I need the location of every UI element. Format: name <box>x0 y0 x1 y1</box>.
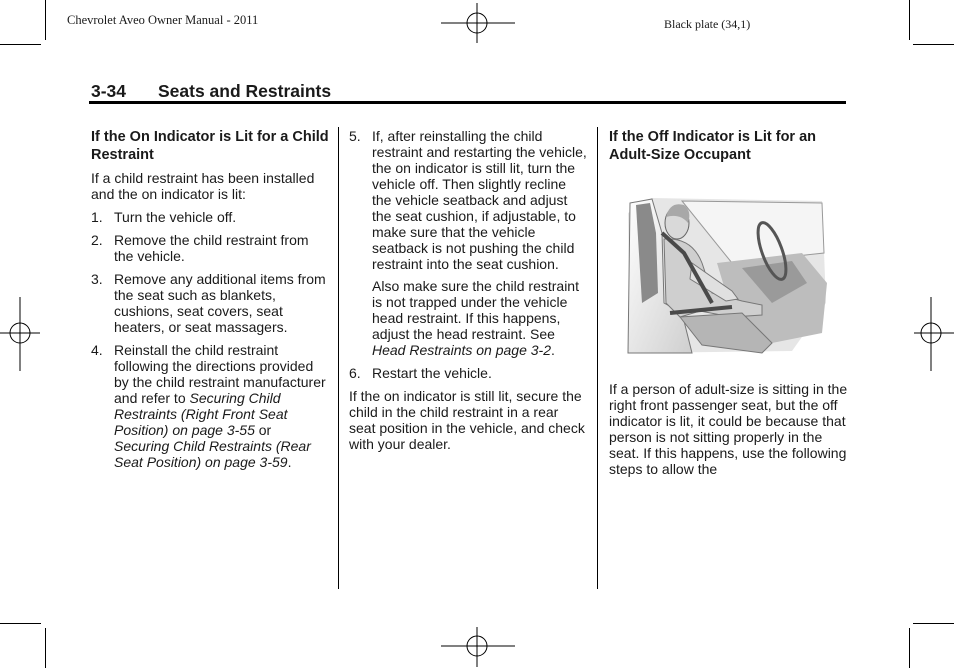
registration-mark-icon <box>441 3 515 43</box>
closing-text: If the on indicator is still lit, secure the child in the child restraint in a rear seat position in the vehicle, and check with your dealer. <box>349 388 585 452</box>
steps-list <box>349 128 587 381</box>
header-rule <box>89 101 846 104</box>
list-item: 5. If, after reinstalling the child restraint and restarting the vehicle, the on indicator is still lit, turn the vehicle off. Then slightly recline the vehicle seatback and adjust the seat cushion, if adjustable, to make sure that the vehicle seatback is not pushing the child restraint into the seat cushion. Also make sure the child restraint is not trapped under the vehicle head restraint. If this happens, adjust the head restraint. See Head Restraints on page 3-2. <box>349 128 587 358</box>
cross-reference-link[interactable]: Securing Child Restraints (Rear Seat Position) on page 3-59 <box>114 438 311 470</box>
steps-list <box>91 209 329 470</box>
plate-label: Black plate (34,1) <box>664 17 751 31</box>
list-item: 6. Restart the vehicle. <box>349 365 492 381</box>
cross-reference-link[interactable]: Head Restraints on page 3-2 <box>372 342 551 358</box>
section-title: Seats and Restraints <box>158 81 332 101</box>
column-1 <box>91 128 329 477</box>
adult-passenger-illustration <box>622 193 828 356</box>
intro-text: If a child restraint has been installed and the on indicator is lit: <box>91 170 315 202</box>
registration-mark-icon <box>441 627 515 667</box>
registration-mark-icon <box>0 297 40 371</box>
registration-mark-icon <box>914 297 954 371</box>
column-3-body <box>609 381 849 484</box>
heading-on-indicator: If the On Indicator is Lit for a Child Restraint <box>91 129 329 163</box>
crop-mark <box>0 44 41 45</box>
manual-title: Chevrolet Aveo Owner Manual - 2011 <box>67 13 259 27</box>
crop-mark <box>45 628 46 668</box>
list-item: 4. Reinstall the child restraint following the directions provided by the child restraint manufacturer and refer to Securing Child Restraints (Right Front Seat Position) on page 3-55 or Securing Child Restraints (Rear Seat Position) on page 3-59. <box>91 342 326 470</box>
column-divider <box>338 127 339 589</box>
list-item: 2. Remove the child restraint from the vehicle. <box>91 232 309 264</box>
heading-off-indicator: If the Off Indicator is Lit for an Adult-Size Occupant <box>609 129 817 163</box>
body-text: If a person of adult-size is sitting in the right front passenger seat, but the off indicator is lit, it could be because that person is not sitting properly in the seat. If this happens, use the following steps to allow the <box>609 381 848 477</box>
page-number: 3-34 <box>91 81 127 101</box>
column-3 <box>609 128 847 170</box>
crop-mark <box>909 628 910 668</box>
crop-mark <box>909 0 910 40</box>
crop-mark <box>45 0 46 40</box>
crop-mark <box>913 623 954 624</box>
cross-reference-link[interactable]: Securing Child Restraints (Right Front Seat Position) on page 3-55 <box>114 390 288 438</box>
list-item: 1. Turn the vehicle off. <box>91 209 237 225</box>
column-2 <box>349 128 587 459</box>
crop-mark <box>913 44 954 45</box>
column-divider <box>597 127 598 589</box>
crop-mark <box>0 623 41 624</box>
list-item: 3. Remove any additional items from the seat such as blankets, cushions, seat covers, seat heaters, or seat massagers. <box>91 271 326 335</box>
